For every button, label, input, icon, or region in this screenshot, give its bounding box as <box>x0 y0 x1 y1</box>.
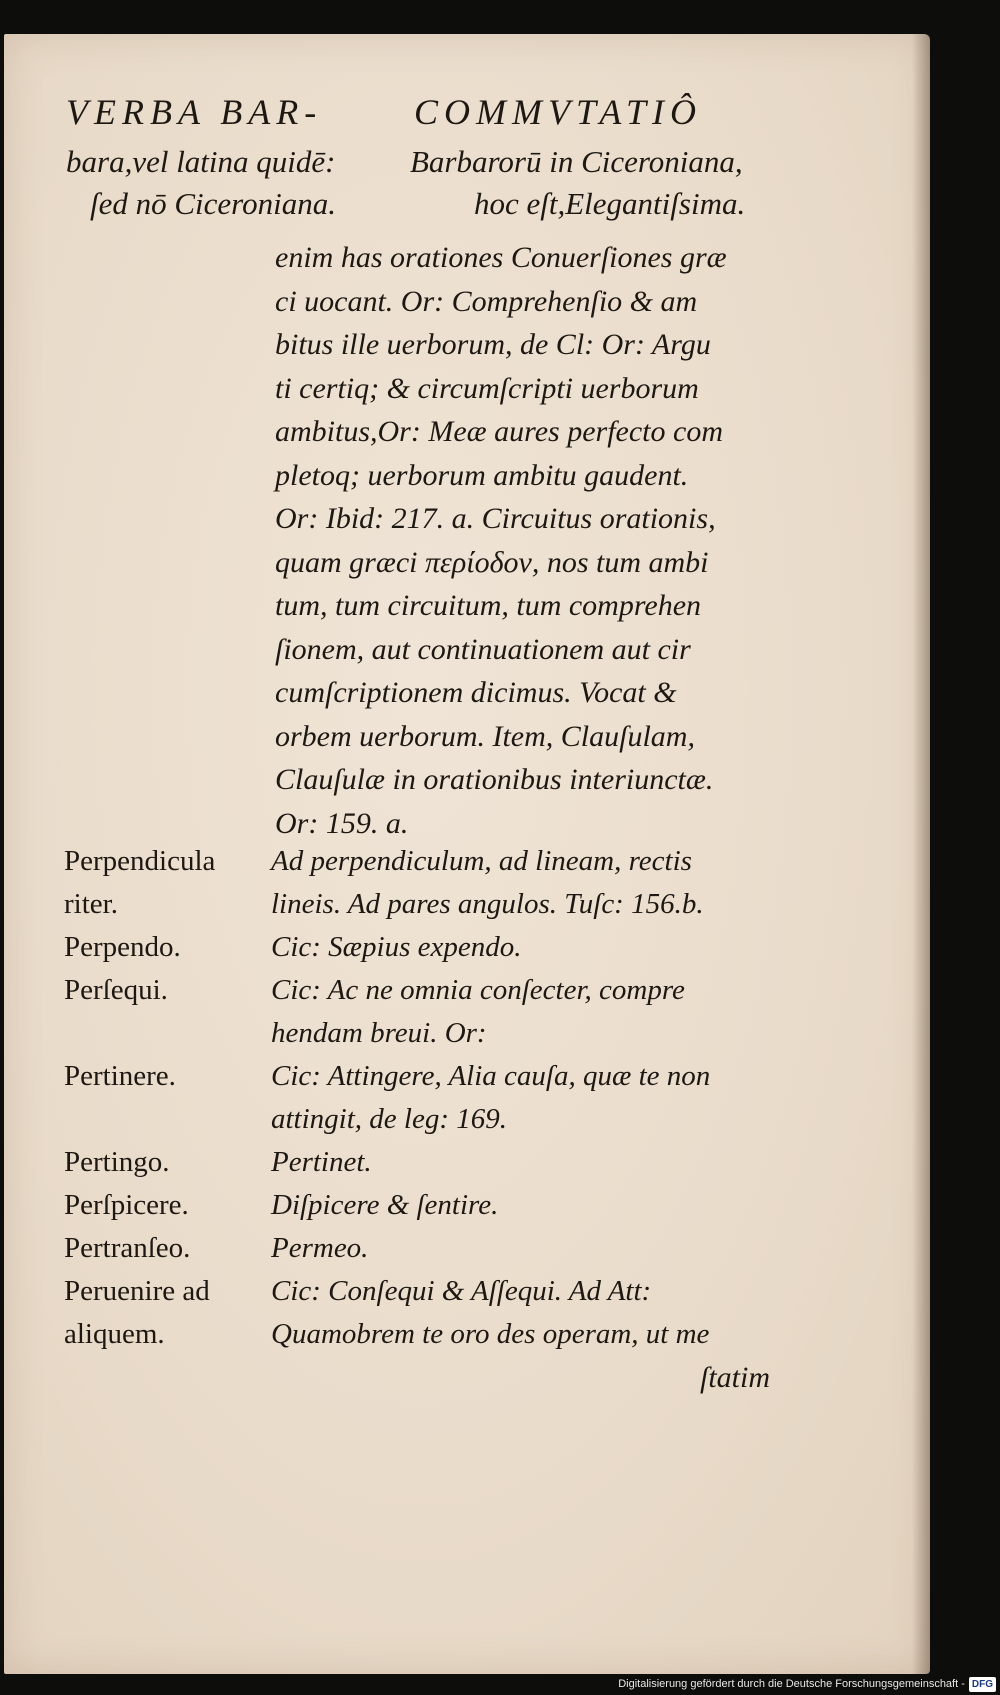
entry-term: Perpendicula riter. <box>64 845 216 920</box>
continuation-text-block <box>275 236 795 845</box>
footer-credit: Digitalisierung gefördert durch die Deutsche Forschungsgemeinschaft - <box>618 1678 965 1690</box>
text-line: pletoq; uerborum ambitu gaudent. <box>275 458 689 492</box>
right-subheading-line-1: Barbarorū in Ciceroniana, <box>410 144 743 179</box>
catchword: ſtatim <box>700 1361 771 1394</box>
text-line: enim has orationes Conuerſiones græ <box>275 241 727 274</box>
right-subheading-line-2: hoc eſt,Elegantiſsima. <box>474 186 746 221</box>
text-line: cumſcriptionem dicimus. Vocat & <box>275 676 677 709</box>
entry-term: Pertranſeo. <box>64 1232 191 1264</box>
entry-definition: Permeo. <box>271 1232 369 1264</box>
entry-definition: Cic: Conſequi & Aſſequi. Ad Att: Quamobrem te oro des operam, ut me <box>271 1275 710 1350</box>
text-line: bitus ille uerborum, de Cl: Or: Argu <box>275 328 711 361</box>
entry-definition: Ad perpendiculum, ad lineam, rectis lineis. Ad pares angulos. Tuſc: 156.b. <box>271 845 704 920</box>
text-line: orbem uerborum. Item, Clauſulam, <box>275 719 695 753</box>
glossary-entry <box>64 1227 804 1270</box>
entry-term: Pertingo. <box>64 1146 170 1178</box>
text-line: tum, tum circuitum, tum comprehen <box>275 589 702 622</box>
entry-term: Perſequi. <box>64 974 168 1006</box>
dfg-logo-icon: DFG <box>969 1677 996 1692</box>
entry-term: Perpendo. <box>64 931 181 963</box>
digitization-footer <box>618 1675 996 1693</box>
text-line: ti certiq; & circumſcripti uerborum <box>275 371 699 405</box>
left-subheading-line-1: bara,vel latina quidē: <box>66 144 336 179</box>
entry-term: Perſpicere. <box>64 1189 189 1221</box>
text-line: Or: 159. a. <box>275 806 409 840</box>
text-line: ſionem, aut continuationem aut cir <box>275 632 691 666</box>
right-running-heading: COMMVTATIÔ <box>414 92 702 132</box>
left-subheading-line-2: ſed nō Ciceroniana. <box>90 186 336 221</box>
text-line: quam græci περίοδον, nos tum ambi <box>275 545 709 579</box>
text-line: ci uocant. Or: Comprehenſio & am <box>275 284 698 318</box>
entry-term: Pertinere. <box>64 1060 176 1092</box>
glossary-entry <box>64 1270 804 1356</box>
glossary-entry <box>64 969 804 1055</box>
entry-definition: Cic: Ac ne omnia conſecter, compre hendam breui. Or: <box>271 974 685 1049</box>
glossary-entry <box>64 1141 804 1184</box>
entry-definition: Cic: Attingere, Alia cauſa, quæ te non attingit, de leg: 169. <box>271 1060 711 1135</box>
entry-term: Peruenire ad aliquem. <box>64 1275 210 1350</box>
glossary-entries <box>64 840 804 1356</box>
left-running-heading: VERBA BAR- <box>66 92 323 132</box>
entry-definition: Pertinet. <box>271 1146 372 1178</box>
text-line: ambitus,Or: Meæ aures perfecto com <box>275 415 723 448</box>
glossary-entry <box>64 1055 804 1141</box>
text-line: Or: Ibid: 217. a. Circuitus orationis, <box>275 502 716 535</box>
glossary-entry <box>64 1184 804 1227</box>
glossary-entry <box>64 840 804 926</box>
entry-definition: Cic: Sæpius expendo. <box>271 931 522 963</box>
text-line: Clauſulæ in orationibus interiunctæ. <box>275 763 714 796</box>
glossary-entry <box>64 926 804 969</box>
entry-definition: Diſpicere & ſentire. <box>271 1189 499 1221</box>
